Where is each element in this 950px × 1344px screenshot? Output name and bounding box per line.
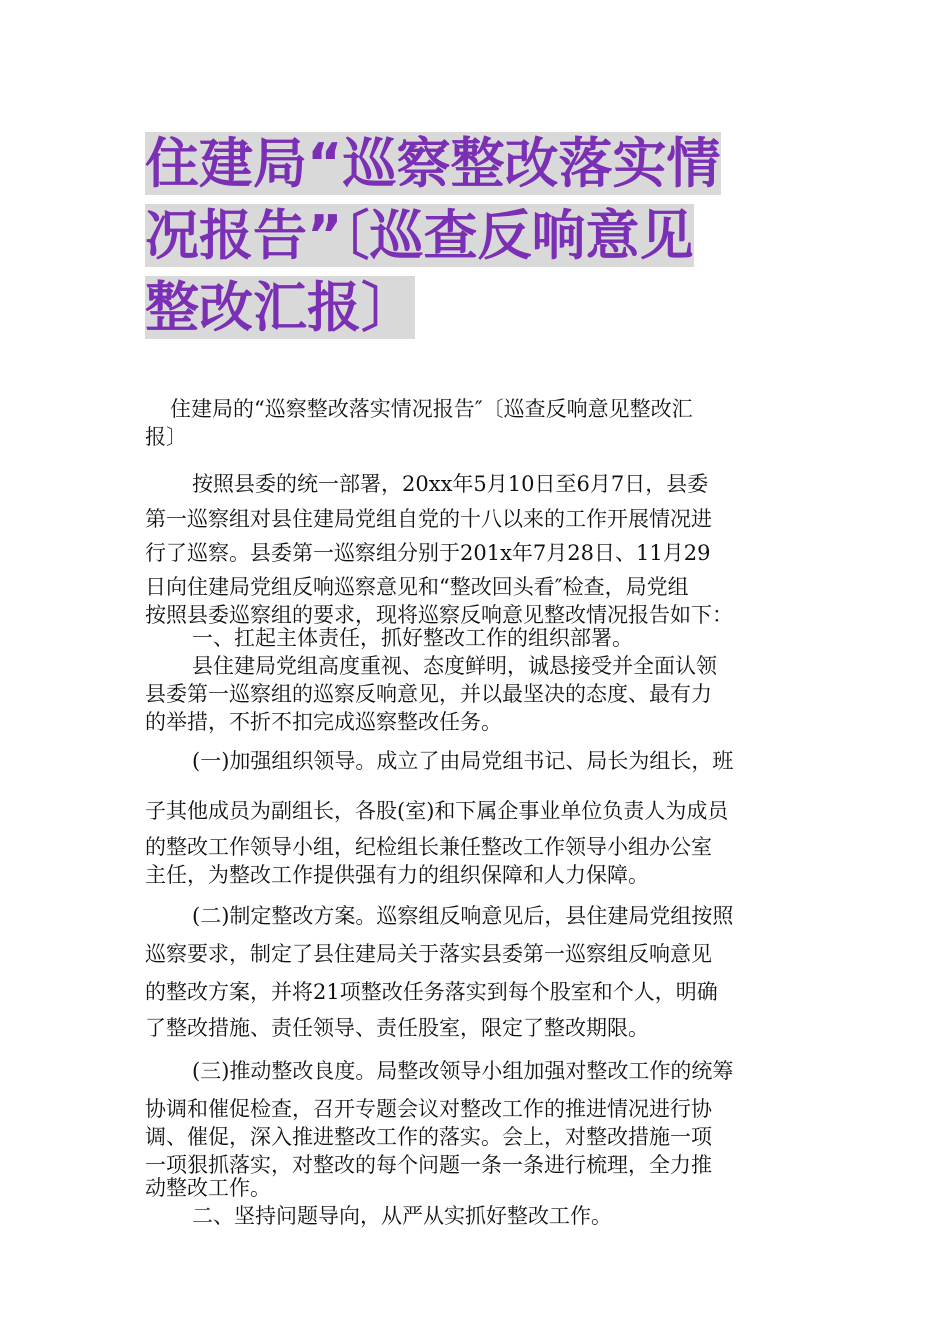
subtitle-line: 报〕 <box>145 425 187 449</box>
paragraph-line: 第一巡察组对县住建局党组自党的十八以来的工作开展情况进 <box>145 507 712 531</box>
document-body <box>145 395 810 1230</box>
paragraph-line: 子其他成员为副组长，各股(室)和下属企事业单位负责人为成员 <box>145 799 729 823</box>
paragraph-line: 调、催促，深入推进整改工作的落实。会上，对整改措施一项 <box>145 1125 712 1149</box>
section-heading: 二、坚持问题导向，从严从实抓好整改工作。 <box>192 1204 612 1228</box>
paragraph-line: (三)推动整改良度。局整改领导小组加强对整改工作的统筹 <box>192 1059 734 1083</box>
paragraph-line: (一)加强组织领导。成立了由局党组书记、局长为组长，班 <box>192 749 734 773</box>
title-line: 况报告”〔巡查反响意见 <box>145 204 694 267</box>
paragraph-line: (二)制定整改方案。巡察组反响意见后，县住建局党组按照 <box>192 904 734 928</box>
paragraph-line: 日向住建局党组反响巡察意见和“整改回头看″检查，局党组 <box>145 575 689 599</box>
section-heading: 一、扛起主体责任，抓好整改工作的组织部署。 <box>192 626 633 650</box>
paragraph-line: 了整改措施、责任领导、责任股室，限定了整改期限。 <box>145 1016 649 1040</box>
paragraph-line: 的举措，不折不扣完成巡察整改任务。 <box>145 710 502 734</box>
paragraph-line: 按照县委巡察组的要求，现将巡察反响意见整改情况报告如下： <box>145 603 733 627</box>
paragraph-line: 县委第一巡察组的巡察反响意见，并以最坚决的态度、最有力 <box>145 682 712 706</box>
title-line: 住建局“巡察整改落实情 <box>145 132 721 195</box>
paragraph-line: 的整改工作领导小组，纪检组长兼任整改工作领导小组办公室 <box>145 835 712 859</box>
title-line: 整改汇报〕 <box>145 276 415 339</box>
paragraph-line: 按照县委的统一部署，20xx年5月10日至6月7日，县委 <box>192 472 709 496</box>
paragraph-line: 主任，为整改工作提供强有力的组织保障和人力保障。 <box>145 863 649 887</box>
paragraph-line: 协调和催促检查，召开专题会议对整改工作的推进情况进行协 <box>145 1097 712 1121</box>
subtitle-line: 住建局的“巡察整改落实情况报告″〔巡查反响意见整改汇 <box>170 397 693 421</box>
paragraph-line: 一项狠抓落实，对整改的每个问题一条一条进行梳理，全力推 <box>145 1153 712 1177</box>
paragraph-line: 巡察要求，制定了县住建局关于落实县委第一巡察组反响意见 <box>145 942 712 966</box>
paragraph-line: 县住建局党组高度重视、态度鲜明，诚恳接受并全面认领 <box>192 654 717 678</box>
document-title <box>145 128 810 344</box>
paragraph-line: 行了巡察。县委第一巡察组分别于201x年7月28日、11月29 <box>145 541 711 565</box>
paragraph-line: 的整改方案，并将21项整改任务落实到每个股室和个人，明确 <box>145 980 718 1004</box>
paragraph-line: 动整改工作。 <box>145 1176 271 1200</box>
